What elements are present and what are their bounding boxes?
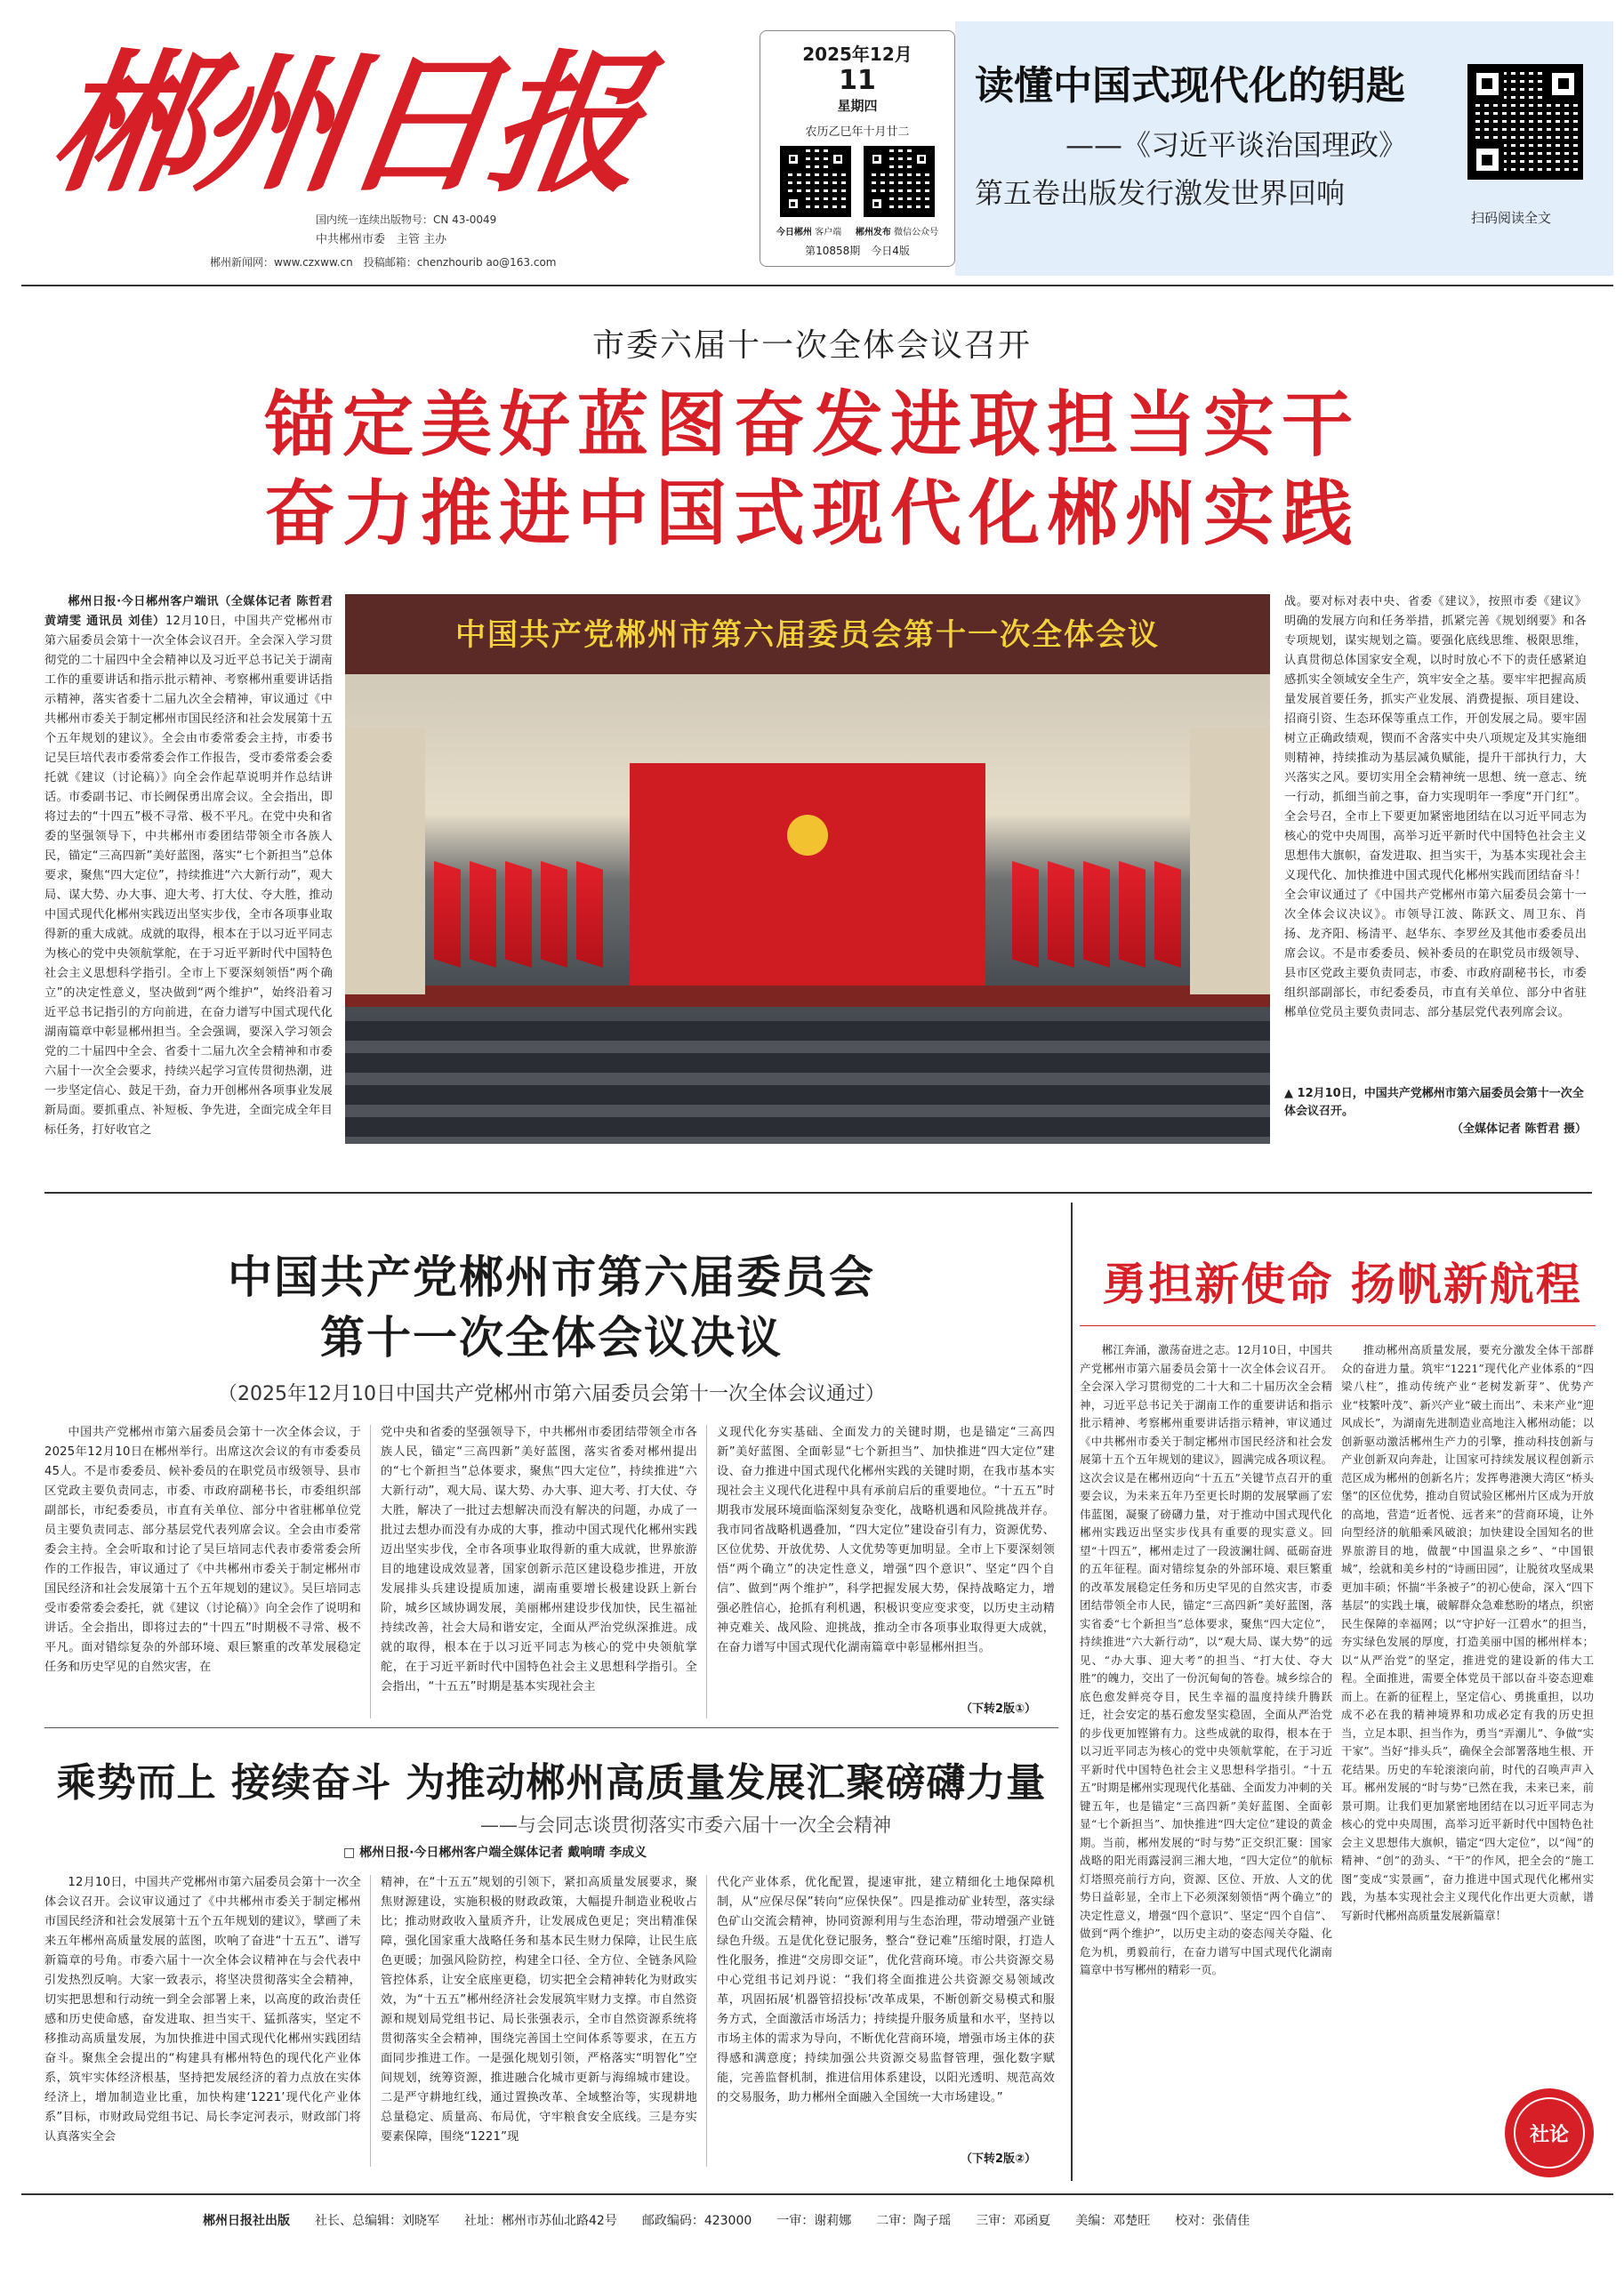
footer-postcode: 邮政编码：423000 [641,2214,752,2228]
feature-subtitle: ——与会同志谈贯彻落实市委六届十一次全会精神 [480,1814,891,1836]
lunar-date: 农历乙巳年十月廿二 [805,125,910,139]
editorial-col-2 [1341,1341,1594,2088]
photo-caption-credit: （全媒体记者 陈哲君 摄） [1451,1122,1587,1136]
feature-col-1 [44,1873,361,2168]
footer [203,2211,1590,2229]
lead-kicker: 市委六届十一次全体会议召开 [591,327,1032,364]
footer-editor-1: 一审：谢莉娜 [776,2214,852,2228]
promo-qr-label: 扫码阅读全文 [1471,210,1552,226]
qr2-label: 郴州发布 [855,228,891,237]
section-divider-1 [44,1192,1592,1194]
promo-title: 读懂中国式现代化的钥匙 [975,63,1405,109]
feature-continue[interactable]: （下转2版②） [961,2152,1037,2166]
editorial-headline: 勇担新使命 扬帆新航程 [1102,1258,1582,1310]
promo-sub1: ——《习近平谈治国理政》 [1065,128,1408,162]
website: 郴州新闻网：www.czxww.cn 投稿邮箱：chenzhourib ao@163.com [210,256,557,269]
footer-art: 美编：邓楚旺 [1075,2214,1151,2228]
footer-chief: 社长、总编辑：刘晓军 [315,2214,439,2228]
footer-editor-3: 三审：邓函夏 [976,2214,1051,2228]
resolution-continue[interactable]: （下转2版①） [961,1702,1037,1716]
resolution-col-3 [717,1423,1055,1699]
qr-code-wechat[interactable] [864,146,935,217]
resolution-col-3-text: 义现代化夯实基础、全面发力的关键时期，也是锚定“三高四新”美好蓝图、全面彰显“七个新担当”、加快推进“四大定位”建设、奋力推进中国式现代化郴州实践的关键时期，在我市基本实现社会主义现代化进程中具有承前启后的重要地位。“十五五”时期我市发展环境面临深刻复杂变化，战略机遇和风险挑战并存。我市同省战略机遇叠加，“四大定位”建设奋引有力，资源优势、区位优势、开放优势、人文优势等更加明显。全市上下要深刻领悟“两个确立”的决定性意义，增强“四个意识”、坚定“四个自信”、做到“两个维护”，科学把握发展大势，保持战略定力，增强必胜信心，抢抓有利机遇，积极识变应变求变，以历史主动精神克难关、战风险、迎挑战，推动全市各项事业取得更大成就，在奋力谱写中国式现代化湖南篇章中彰显郴州担当。 [717,1426,1055,1654]
promo-qr-code[interactable] [1467,64,1583,180]
lead-left-text: 12月10日，中国共产党郴州市第六届委员会第十一次全体会议召开。全会深入学习贯彻党的二十届四中全会精神以及习近平总书记关于湖南工作的重要讲话和指示批示精神、考察郴州重要讲话指示精神，落实省委十二届九次全会精神，审议通过《中共郴州市委关于制定郴州市国民经济和社会发展第十五个五年规划的建议》。全会由市委常委会主持，市委书记吴巨培代表市委常委会作工作报告，受市委常委会委托就《建议（讨论稿）》向全会作起草说明并作总结讲话。市委副书记、市长阙保勇出席会议。全会指出，即将过去的“十四五”极不寻常、极不平凡。在党中央和省委的坚强领导下，中共郴州市委团结带领全市各族人民，锚定“三高四新”美好蓝图，落实“七个新担当”总体要求，聚焦“四大定位”，持续推进“六大新行动”，观大局、谋大势、办大事、迎大考、打大仗、夺大胜，推动中国式现代化郴州实践迈出坚实步伐，全市各项事业取得新的重大成就。成就的取得，根本在于以习近平同志为核心的党中央领航掌舵，在于习近平新时代中国特色社会主义思想科学指引。全市上下要深刻领悟“两个确立”的决定性意义，坚决做到“两个维护”，始终沿着习近平总书记指引的方向前进，在奋力谱写中国式现代化湖南篇章中彰显郴州担当。全会强调，要深入学习领会党的二十届四中全会、省委十二届九次全会精神和市委六届十一次全会要求，持续兴起学习宣传贯彻热潮，进一步坚定信心、鼓足干劲，奋力开创郴州各项事业发展新局面。要抓重点、补短板、争先进，全面完成全年目标任务，打好收官之 [44,615,333,1137]
feature-byline: □ 郴州日报·今日郴州客户端全媒体记者 戴响晴 李成义 [343,1846,647,1860]
resolution-col-2-text: 党中央和省委的坚强领导下，中共郴州市委团结带领全市各族人民，锚定“三高四新”美好蓝图，落实省委对郴州提出的“七个新担当”总体要求，聚焦“四大定位”，持续推进“六大新行动”，观大局、谋大势、办大事、迎大考、打大仗、夺大胜，解决了一批过去想解决而没有解决的问题，办成了一批过去想办而没有办成的大事，推动中国式现代化郴州实践迈出坚实步伐，全市各项事业取得新的重大成就，世界旅游目的地建设成效显著，国家创新示范区建设稳步推进，开放发展排头兵建设提质加速，湖南重要增长极建设跃上新台阶，城乡区域协调发展，美丽郴州建设步伐加快，民生福祉持续改善，社会大局和谐安定，全面从严治党纵深推进。成就的取得，根本在于以习近平同志为核心的党中央领航掌舵，在于习近平新时代中国特色社会主义思想科学指引。全会指出，“十五五”时期是基本实现社会主 [381,1426,697,1694]
section-divider-2 [44,1727,1058,1728]
editorial-badge [1505,2088,1594,2177]
lead-right-text: 战。要对标对表中央、省委《建议》，按照市委《建议》明确的发展方向和任务举措，抓紧完善《规划纲要》和各专项规划，谋实规划之篇。要强化底线思维、极限思维，认真贯彻总体国家安全观，以时时放心不下的责任感紧迫感抓实全领域安全生产，筑牢安全之基。要牢牢把握高质量发展首要任务，抓实产业发展、消费提振、项目建设、招商引资、生态环保等重点工作，开创发展之局。要牢固树立正确政绩观，锲而不舍落实中央八项规定及其实施细则精神，持续推动为基层减负赋能，提升干部执行力，大兴落实之风。要切实用全会精神统一思想、统一意志、统一行动，抓细当前之事，奋力实现明年一季度“开门红”。全会号召，全市上下要更加紧密地团结在以习近平同志为核心的党中央周围，高举习近平新时代中国特色社会主义思想伟大旗帜，奋发进取、担当实干，为基本实现社会主义现代化、加快推进中国式现代化郴州实践而团结奋斗！全会审议通过了《中国共产党郴州市第六届委员会第十一次全体会议决议》。市领导江波、陈跃文、周卫东、肖扬、龙齐阳、杨清平、赵华东、李罗丝及其他市委委员出席会议。不是市委委员、候补委员的在职党员市级领导、县市区党政主要负责同志，市委、市政府副秘书长，市委组织部副部长，市纪委委员，市直有关单位、部分中省驻郴单位党员主要负责同志、部分基层党代表列席会议。 [1284,595,1587,1019]
qr1-label: 今日郴州 [776,228,812,237]
footer-editor-2: 二审：陶子瑶 [876,2214,952,2228]
photo-caption-text: ▲ 12月10日，中国共产党郴州市第六届委员会第十一次全体会议召开。 [1284,1087,1584,1118]
footer-address: 社址：郴州市苏仙北路42号 [464,2214,617,2228]
cn-number: 国内统一连续出版物号：CN 43-0049 [316,213,497,226]
issue-number: 第10858期 今日4版 [805,245,910,257]
masthead-divider [21,285,1613,286]
promo-box[interactable] [955,21,1613,276]
newspaper-logo: 郴州日报 [40,36,650,213]
footer-proof: 校对：张倩佳 [1175,2214,1250,2228]
photo-banner-text: 中国共产党郴州市第六届委员会第十一次全体会议 [455,617,1160,653]
promo-sub2: 第五卷出版发行激发世界回响 [975,176,1346,210]
party-emblem [787,815,828,856]
feature-col-3-text: 代化产业体系，优化配置，提速审批，建立精细化土地保障机制，从“应保尽保”转向“应保快保”。四是推动矿业转型，落实绿色矿山交流会精神，协同资源利用与生态治理，带动增强产业链绿色升级。五是优化登记服务，整合“登记难”压缩时限，打造人性化服务，推进“交房即交证”，优化营商环境。市公共资源交易中心党组书记刘丹说：“我们将全面推进公共资源交易领域改革，巩固拓展‘机器管招投标’改革成果，不断创新交易模式和服务方式，全面激活市场活力；持续提升服务质量和水平，坚持以市场主体的需求为导向，不断优化营商环境，增强市场主体的获得感和满意度；持续加强公共资源交易监督管理，强化数字赋能，完善监督机制，推进信用体系建设，以阳光透明、规范高效的交易服务，助力郴州全面融入全国统一大市场建设。” [717,1876,1055,2104]
resolution-col-1 [44,1423,361,1720]
editorial-badge-label: 社论 [1514,2097,1585,2168]
feature-headline: 乘势而上 接续奋斗 为推动郴州高质量发展汇聚磅礴力量 [56,1760,1047,1806]
lead-photo [345,594,1270,1144]
qr-code-app[interactable] [780,146,851,217]
qr2-sub: 微信公众号 [894,228,939,237]
lead-headline-1: 锚定美好蓝图奋发进取担当实干 [264,383,1360,466]
editorial-col-1-text: 郴江奔涌，激荡奋进之志。12月10日，中国共产党郴州市第六届委员会第十一次全体会议召开。全会深入学习贯彻党的二十大和二十届历次全会精神，习近平总书记关于湖南工作的重要讲话和指示批示精神、考察郴州重要讲话指示精神，审议通过《中共郴州市委关于制定郴州市国民经济和社会发展第十五个五年规划的建议》，圆满完成各项议程。这次会议是在郴州迈向“十五五”关键节点召开的重要会议，为未来五年乃至更长时期的发展擘画了宏伟蓝图，凝聚了磅礴力量，对于推动中国式现代化郴州实践迈出坚实步伐具有重要的现实意义。回望“十四五”，郴州走过了一段波澜壮阔、砥砺奋进的五年征程。面对错综复杂的外部环境、艰巨繁重的改革发展稳定任务和历史罕见的自然灾害，市委团结带领全市人民，锚定“三高四新”美好蓝图，落实省委“七个新担当”总体要求，聚焦“四大定位”，持续推进“六大新行动”，以“观大局、谋大势”的远见、“办大事、迎大考”的担当、“打大仗、夺大胜”的魄力，交出了一份沉甸甸的答卷。城乡综合的底色愈发鲜亮夺目，民生幸福的温度持续升腾跃迁，社会安定的基石愈发坚实稳固，全面从严治党的步伐更加铿锵有力。这些成就的取得，根本在于以习近平同志为核心的党中央领航掌舵，在于习近平新时代中国特色社会主义思想科学指引。“十五五”时期是郴州实现现代化基础、全面发力冲刺的关键五年，也是锚定“三高四新”美好蓝图、全面彰显“七个新担当”、加快推进“四大定位”建设的黄金期。当前，郴州发展的“时与势”正交织汇聚：国家战略的阳光雨露浸润三湘大地，“四大定位”的航标灯塔照亮前行方向，资源、区位、开放、人文的优势日益彰显，全市上下必须深刻领悟“两个确立”的决定性意义，增强“四个意识”、坚定“四个自信”、做到“两个维护”，以历史主动的姿态闯关夺隘、化危为机，勇毅前行，在奋力谱写中国式现代化湖南篇章中书写郴州的精彩一页。 [1080,1343,1332,1976]
resolution-col-1-text: 中国共产党郴州市第六届委员会第十一次全体会议，于2025年12月10日在郴州举行。出席这次会议的有市委委员45人。不是市委委员、候补委员的在职党员市级领导、县市区党政主要负责同志，市委、市政府副秘书长，市委组织部副部长，市纪委委员，市直有关单位、部分中省驻郴单位党员主要负责同志、部分基层党代表列席会议。全会由市委常委会主持。全会听取和讨论了吴巨培同志代表市委常委会所作的工作报告，审议通过了《中共郴州市委关于制定郴州市国民经济和社会发展第十五个五年规划的建议》。吴巨培同志受市委常委会委托，就《建议（讨论稿）》向全会作了说明和讲话。全会指出，即将过去的“十四五”时期极不寻常、极不平凡。面对错综复杂的外部环境、艰巨繁重的改革发展稳定任务和历史罕见的自然灾害，在 [44,1426,361,1674]
resolution-col-2 [381,1423,697,1720]
resolution-title-2: 第十一次全体会议决议 [320,1312,783,1364]
qr1-sub: 客户端 [815,228,842,237]
feature-col-2 [381,1873,697,2168]
lead-right-column [1284,592,1587,1073]
feature-col-3 [717,1873,1055,2149]
lead-byline: 郴州日报·今日郴州客户端讯（全媒体记者 陈哲君 黄靖雯 通讯员 刘佳） [44,595,333,628]
weekday: 星期四 [837,98,878,114]
resolution-subtitle: （2025年12月10日中国共产党郴州市第六届委员会第十一次全体会议通过） [218,1383,885,1405]
resolution-title-1: 中国共产党郴州市第六届委员会 [228,1251,875,1303]
footer-publisher: 郴州日报社出版 [203,2214,290,2228]
lead-left-column [44,592,333,1179]
date-year-month: 2025年12月 [802,44,912,65]
footer-divider [21,2193,1613,2195]
date-box [760,30,955,267]
editorial-col-2-text: 推动郴州高质量发展，要充分激发全体干部群众的奋进力量。筑牢“1221”现代化产业体系的“四梁八柱”，推动传统产业“老树发新芽”、优势产业“枝繁叶茂”、新兴产业“破土而出”、未来产业“迎风成长”，为湖南先进制造业高地注入郴州动能；以创新驱动激活郴州生产力的引擎，推动科技创新与产业创新双向奔赴，让国家可持续发展议程创新示范区成为郴州的创新名片；发挥粤港澳大湾区“桥头堡”的区位优势，推动自贸试验区郴州片区成为开放的高地，营造“近者悦、远者来”的营商环境，让外向型经济的航船乘风破浪；加快建设全国知名的世界旅游目的地，做靓“中国温泉之乡”、“中国银城”，绘就和美乡村的“诗画田园”，让脱贫攻坚成果更加丰硕；怀揣“半条被子”的初心使命，深入“四下基层”的实践土壤，破解群众急难愁盼的堵点，织密民生保障的幸福网；以“守护好一江碧水”的担当，夯实绿色发展的厚度，打造美丽中国的郴州样本；以“从严治党”的坚定，推进党的建设新的伟大工程。全面推进，需要全体党员干部以奋斗姿态迎难而上。在新的征程上，坚定信心、勇挑重担，以功成不必在我的精神境界和功成必定有我的历史担当，立足本职、担当作为，勇当“弄潮儿”、争做“实干家”。当好“排头兵”，确保全会部署落地生根、开花结果。历史的车轮滚滚向前，时代的召唤声声入耳。郴州发展的“时与势”已然在我，未来已来，前景可期。让我们更加紧密地团结在以习近平同志为核心的党中央周围，高举习近平新时代中国特色社会主义思想伟大旗帜，锚定“四大定位”，以“闯”的精神、“创”的劲头、“干”的作风，把全会的“施工图”变成“实景画”，奋力推进中国式现代化郴州实践，为基本实现社会主义现代化作出更大贡献，谱写新时代郴州高质量发展新篇章！ [1341,1343,1594,1922]
lead-headline-2: 奋力推进中国式现代化郴州实践 [264,472,1360,555]
photo-caption [1284,1085,1587,1138]
editorial-col-1 [1080,1341,1332,2168]
sponsor: 中共郴州市委 主管 主办 [316,233,447,246]
date-day: 11 [839,65,876,96]
feature-col-1-text: 12月10日，中国共产党郴州市第六届委员会第十一次全体会议召开。会议审议通过了《中共郴州市委关于制定郴州市国民经济和社会发展第十五个五年规划的建议》，擘画了未来五年郴州高质量发展的蓝图，吹响了奋进“十五五”、谱写新篇章的号角。市委六届十一次全体会议精神在与会代表中引发热烈反响。大家一致表示，将坚决贯彻落实全会精神，切实把思想和行动统一到全会部署上来，以高度的政治责任感和历史使命感，奋发进取、担当实干、猛抓落实，坚定不移推动高质量发展，为加快推进中国式现代化郴州实践团结奋斗。聚焦全会提出的“构建具有郴州特色的现代化产业体系，筑牢实体经济根基，坚持把发展经济的着力点放在实体经济上，增加制造业比重，加快构建‘1221’现代化产业体系”目标，市财政局党组书记、局长李定河表示，财政部门将认真落实全会 [44,1876,361,2144]
feature-col-2-text: 精神，在“十五五”规划的引领下，紧扣高质量发展要求，聚焦财源建设，实施积极的财政政策，大幅提升制造业税收占比；推动财政收入量质齐升，让发展成色更足；突出精准保障，强化国家重大战略任务和基本民生财力保障，让民生底色更暖；加强风险防控，构建全口径、全方位、全链条风险管控体系，让安全底座更稳，切实把全会精神转化为财政实效，为“十五五”郴州经济社会发展筑牢财力支撑。市自然资源和规划局党组书记、局长张强表示，全市自然资源系统将贯彻落实全会精神，围绕完善国土空间体系等要求，在五方面同步推进工作。一是强化规划引领，严格落实“明智化”空间规划，统筹资源，推进融合化城市更新与海绵城市建设。二是严守耕地红线，通过置换改革、全域整治等，实现耕地总量稳定、质量高、布局优，守牢粮食安全底线。三是夯实要素保障，围绕“1221”现 [381,1876,697,2144]
